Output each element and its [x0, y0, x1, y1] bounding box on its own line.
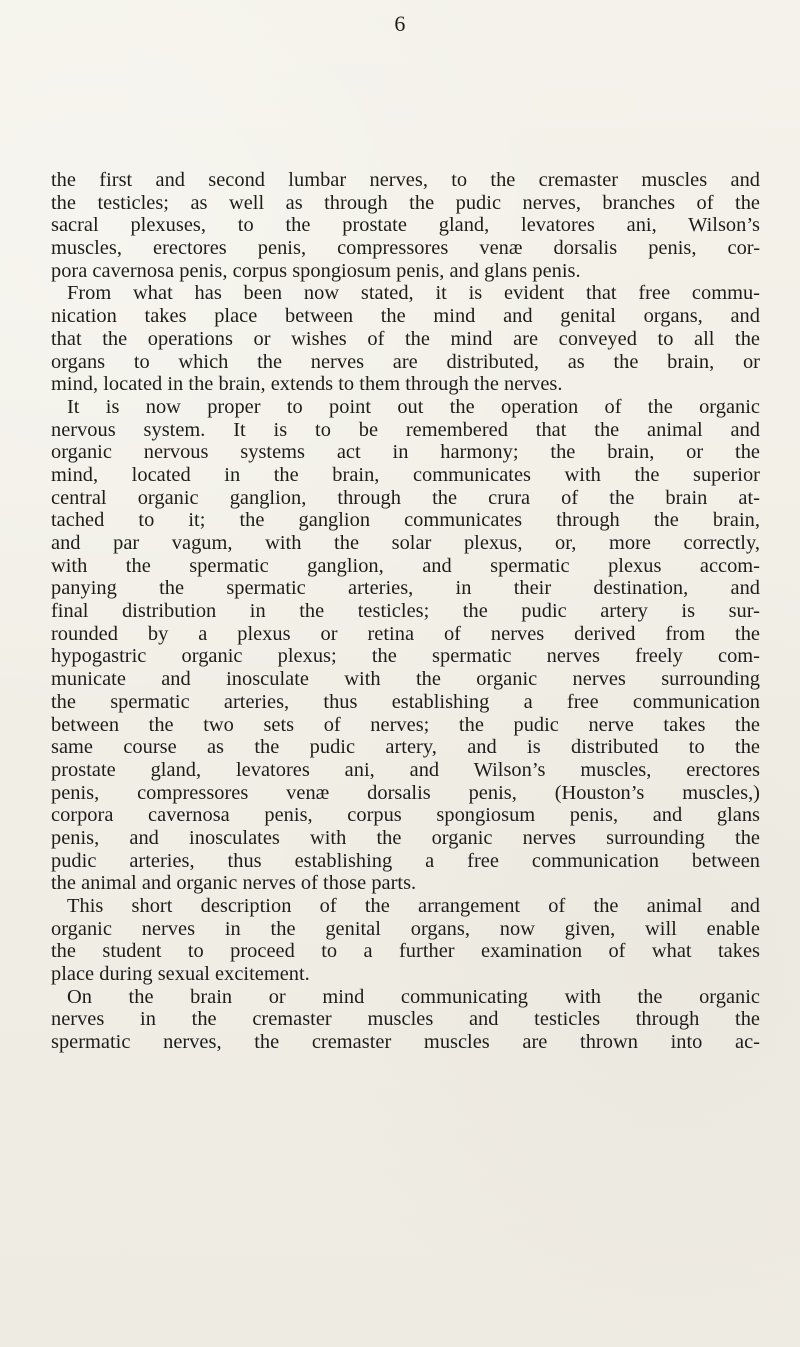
text-line: final distribution in the testicles; the pudic artery is sur- [51, 600, 760, 623]
text-line: nerves in the cremaster muscles and testicles through the [51, 1008, 760, 1031]
text-line: central organic ganglion, through the crura of the brain at- [51, 486, 760, 509]
text-line: prostate gland, levatores ani, and Wilson’s muscles, erectores [51, 758, 760, 781]
paragraph [51, 396, 760, 895]
text-line: the animal and organic nerves of those parts. [51, 872, 417, 895]
text-line: penis, and inosculates with the organic nerves surrounding the [51, 826, 760, 849]
text-line: the spermatic arteries, thus establishing a free communication [51, 690, 760, 713]
text-line: that the operations or wishes of the mind are conveyed to all the [51, 327, 760, 350]
text-line: penis, compressores venæ dorsalis penis, (Houston’s muscles,) [51, 781, 760, 804]
paragraph [51, 169, 760, 282]
text-line: From what has been now stated, it is evident that free commu- [67, 282, 760, 305]
text-line: same course as the pudic artery, and is distributed to the [51, 736, 760, 759]
text-line: between the two sets of nerves; the pudic nerve takes the [51, 713, 760, 736]
text-line: the testicles; as well as through the pudic nerves, branches of the [51, 191, 760, 214]
page-number: 6 [394, 11, 406, 36]
text-line: the first and second lumbar nerves, to the cremaster muscles and [51, 169, 760, 191]
text-line: sacral plexuses, to the prostate gland, levatores ani, Wilson’s [51, 214, 760, 237]
text-line: spermatic nerves, the cremaster muscles are thrown into ac- [51, 1031, 760, 1054]
text-line: rounded by a plexus or retina of nerves derived from the [51, 622, 760, 645]
text-line: and par vagum, with the solar plexus, or, more correctly, [51, 532, 760, 554]
text-line: panying the spermatic arteries, in their destination, and [51, 577, 760, 600]
text-line: On the brain or mind communicating with the organic [67, 985, 760, 1008]
text-line: mind, located in the brain, communicates with the superior [51, 463, 760, 486]
paragraph [51, 282, 760, 395]
text-line: with the spermatic ganglion, and spermatic plexus accom- [51, 554, 760, 577]
text-line: This short description of the arrangement of the animal and [67, 895, 760, 917]
text-line: municate and inosculate with the organic nerves surrounding [51, 668, 760, 691]
text-line: pora cavernosa penis, corpus spongiosum penis, and glans penis. [51, 259, 581, 282]
text-line: organs to which the nerves are distributed, as the brain, or [51, 350, 760, 373]
text-line: organic nervous systems act in harmony; the brain, or the [51, 441, 760, 464]
text-line: the student to proceed to a further examination of what takes [51, 940, 760, 963]
text-line: hypogastric organic plexus; the spermatic nerves freely com- [51, 645, 760, 668]
text-line: organic nerves in the genital organs, now given, will enable [51, 917, 760, 940]
text-line: mind, located in the brain, extends to them through the nerves. [51, 373, 563, 396]
text-line: place during sexual excitement. [51, 963, 310, 986]
text-line: tached to it; the ganglion communicates through the brain, [51, 509, 760, 532]
text-line: nication takes place between the mind and genital organs, and [51, 305, 760, 328]
text-line: corpora cavernosa penis, corpus spongiosum penis, and glans [51, 804, 760, 827]
paragraph [51, 986, 760, 1054]
text-line: It is now proper to point out the operation of the organic [67, 395, 760, 418]
text-line: muscles, erectores penis, compressores venæ dorsalis penis, cor- [51, 237, 760, 260]
text-line: pudic arteries, thus establishing a free communication between [51, 849, 760, 872]
body-text [51, 169, 760, 1054]
paragraph [51, 895, 760, 986]
text-line: nervous system. It is to be remembered that the animal and [51, 418, 760, 441]
